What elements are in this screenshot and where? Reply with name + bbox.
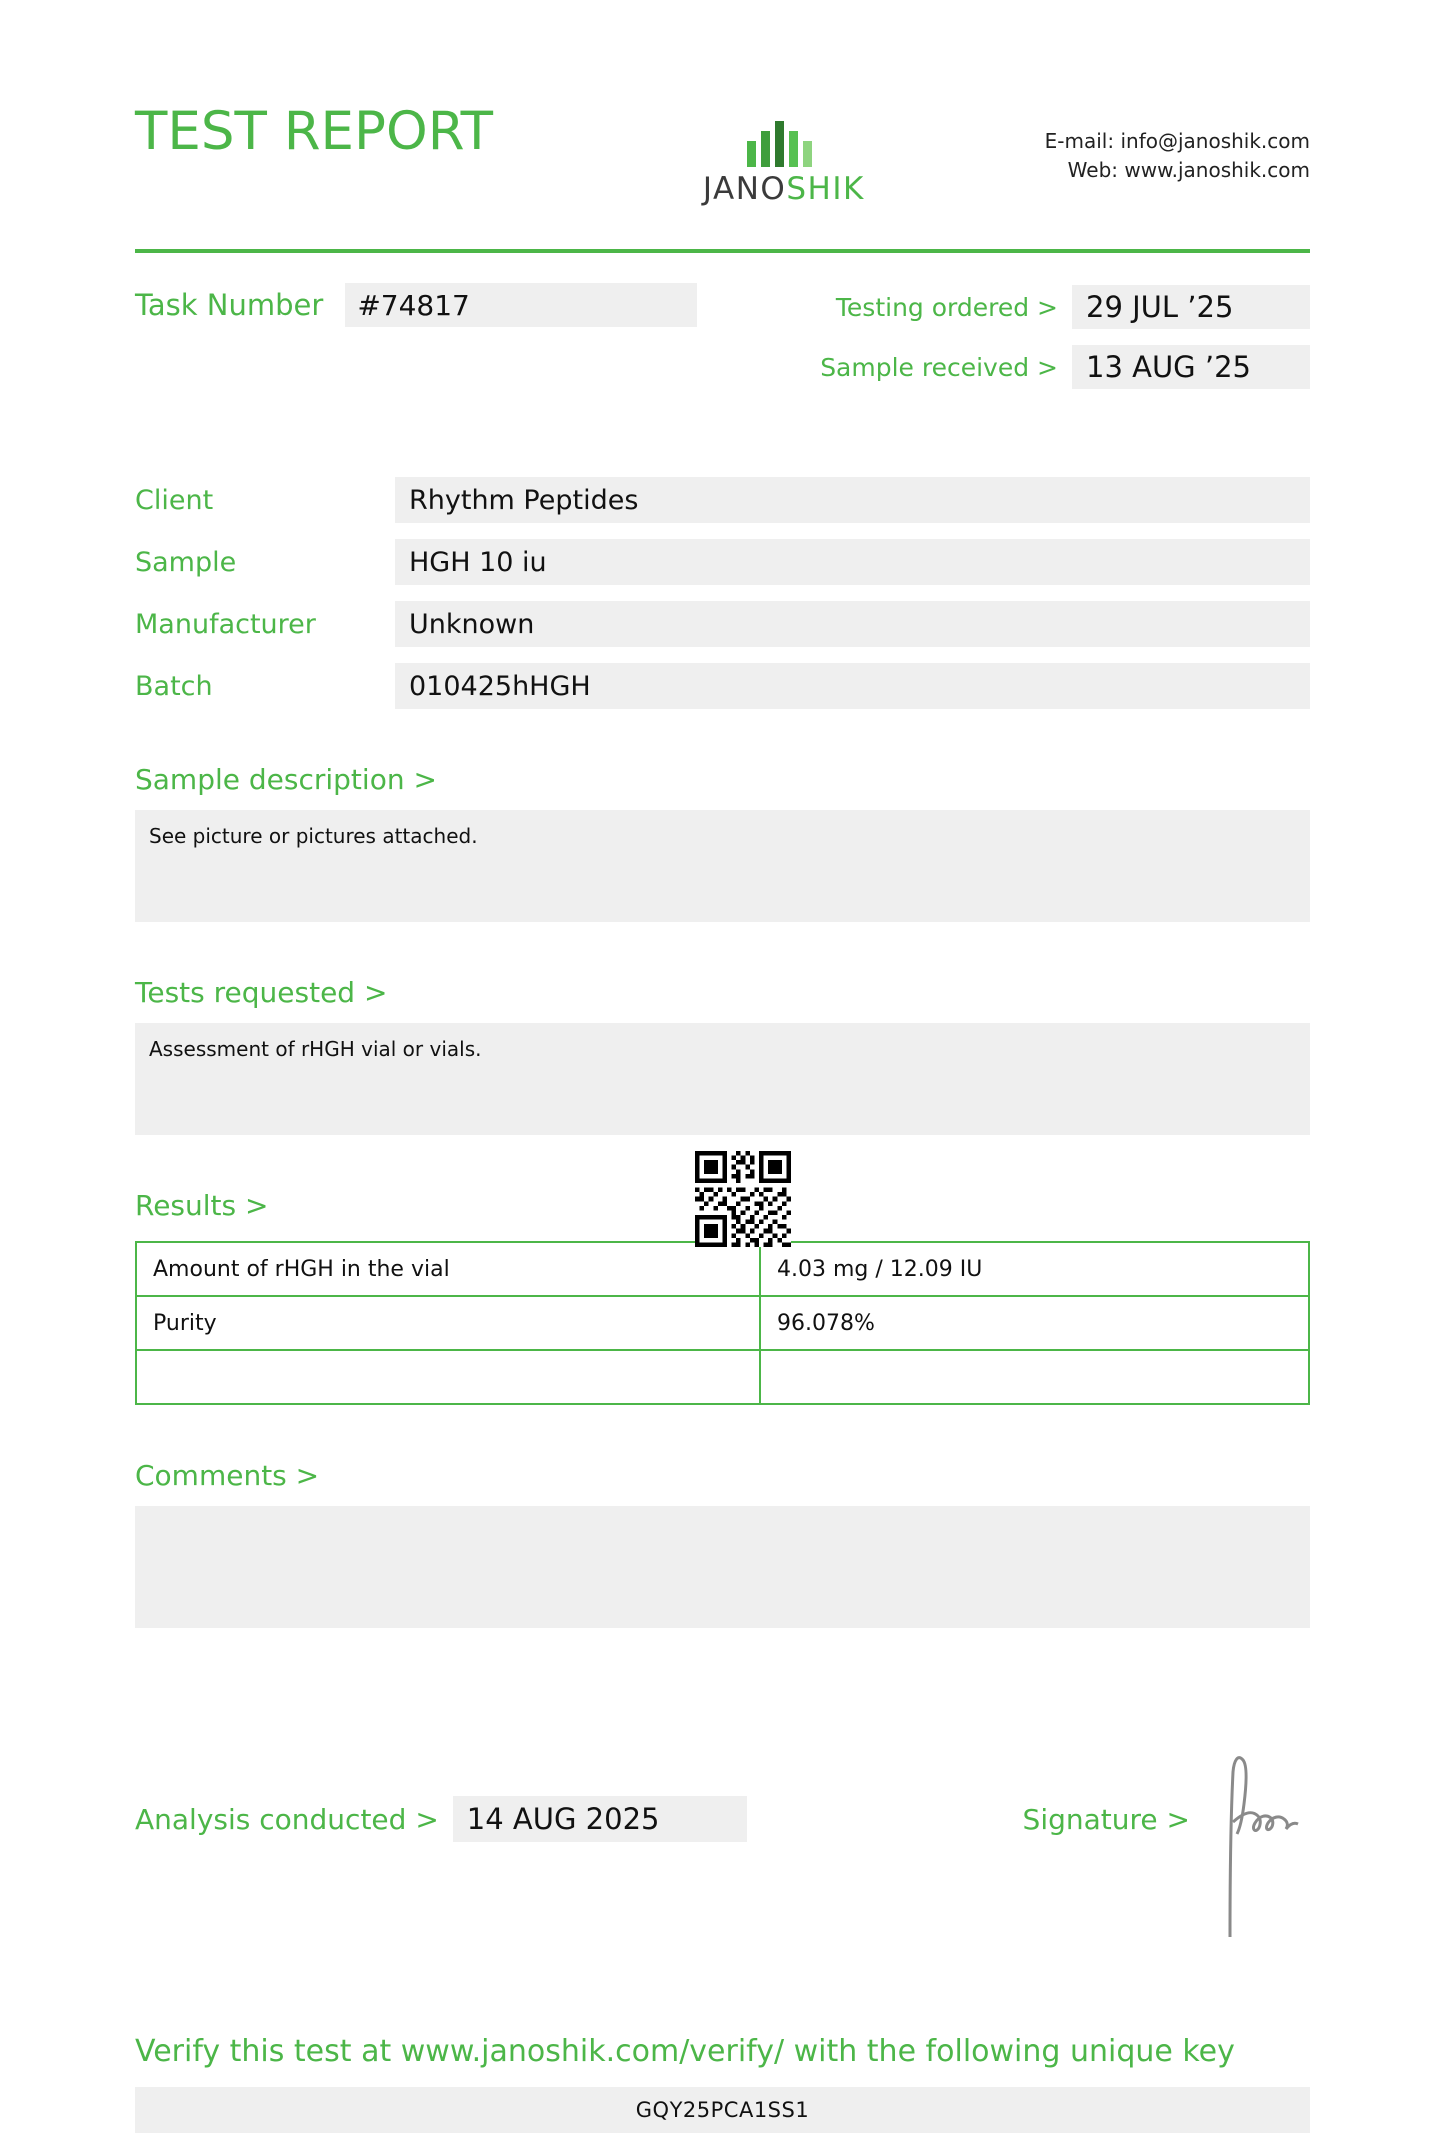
signature-icon xyxy=(1200,1752,1310,1942)
logo-text-jano: JANO xyxy=(702,171,787,207)
info-value-batch: 010425hHGH xyxy=(395,663,1310,709)
analysis-conducted-label: Analysis conducted > xyxy=(135,1802,439,1836)
info-label-batch: Batch xyxy=(135,670,213,702)
tests-requested-box: Assessment of rHGH vial or vials. xyxy=(135,1023,1310,1135)
info-label-client: Client xyxy=(135,484,214,516)
logo-wordmark xyxy=(703,171,865,207)
task-row xyxy=(135,283,1310,389)
sample-received-value: 13 AUG ’25 xyxy=(1072,345,1310,389)
header-divider xyxy=(135,249,1310,253)
tests-requested-title: Tests requested > xyxy=(135,976,388,1009)
info-row-client xyxy=(135,477,1310,523)
analysis-signature-row xyxy=(135,1724,1310,1914)
info-row-batch xyxy=(135,663,1310,709)
sample-description-box: See picture or pictures attached. xyxy=(135,810,1310,922)
contact-block xyxy=(1045,127,1310,185)
dates-group xyxy=(820,285,1310,389)
qr-code-icon xyxy=(695,1151,791,1247)
page-title: TEST REPORT xyxy=(135,101,494,162)
sample-received-label: Sample received > xyxy=(820,352,1058,382)
results-title: Results > xyxy=(135,1189,269,1222)
info-label-manufacturer: Manufacturer xyxy=(135,608,316,640)
comments-box xyxy=(135,1506,1310,1628)
analysis-conducted-group xyxy=(135,1796,747,1842)
report-header xyxy=(135,0,1310,207)
result-name-empty xyxy=(136,1350,760,1404)
sample-description-title: Sample description > xyxy=(135,763,437,796)
unique-key-box: GQY25PCA1SS1 xyxy=(135,2087,1310,2133)
logo-mark-icon xyxy=(741,115,827,167)
logo-text-shik: SHIK xyxy=(786,171,865,207)
table-row xyxy=(136,1296,1309,1350)
info-value-manufacturer: Unknown xyxy=(395,601,1310,647)
testing-ordered-value: 29 JUL ’25 xyxy=(1072,285,1310,329)
signature-group xyxy=(1023,1724,1310,1914)
contact-web: Web: www.janoshik.com xyxy=(1067,158,1310,182)
result-value-empty xyxy=(760,1350,1309,1404)
testing-ordered-label: Testing ordered > xyxy=(835,292,1058,322)
result-name-purity: Purity xyxy=(136,1296,760,1350)
contact-email: E-mail: info@janoshik.com xyxy=(1044,129,1310,153)
analysis-conducted-value: 14 AUG 2025 xyxy=(453,1796,747,1842)
testing-ordered-row xyxy=(820,285,1310,329)
info-label-sample: Sample xyxy=(135,546,237,578)
results-header xyxy=(135,1189,1310,1229)
comments-title: Comments > xyxy=(135,1459,320,1492)
info-value-client: Rhythm Peptides xyxy=(395,477,1310,523)
task-number-group xyxy=(135,283,697,327)
results-table xyxy=(135,1241,1310,1405)
result-value-purity: 96.078% xyxy=(760,1296,1309,1350)
result-value-amount: 4.03 mg / 12.09 IU xyxy=(760,1242,1309,1296)
info-row-manufacturer xyxy=(135,601,1310,647)
verify-text: Verify this test at www.janoshik.com/verify/ with the following unique key xyxy=(135,2034,1235,2069)
table-row xyxy=(136,1242,1309,1296)
info-row-sample xyxy=(135,539,1310,585)
janoshik-logo xyxy=(703,115,865,207)
signature-label: Signature > xyxy=(1022,1802,1190,1836)
task-number-value: #74817 xyxy=(345,283,697,327)
info-value-sample: HGH 10 iu xyxy=(395,539,1310,585)
sample-received-row xyxy=(820,345,1310,389)
table-row xyxy=(136,1350,1309,1404)
result-name-amount: Amount of rHGH in the vial xyxy=(136,1242,760,1296)
sample-info-table xyxy=(135,477,1310,709)
task-number-label: Task Number xyxy=(135,288,324,322)
